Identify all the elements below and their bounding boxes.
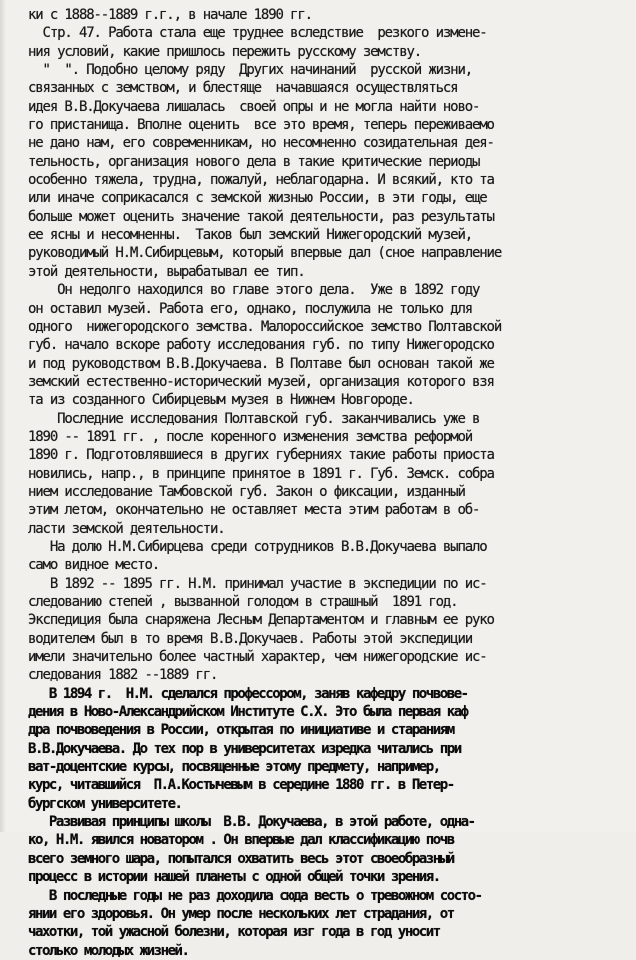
- text-line: особенно тяжела, трудна, пожалуй, неблагодарна. И всякий, кто та: [28, 172, 494, 189]
- text-line: нием исследование Тамбовской губ. Закон о фиксации, изданный: [28, 483, 465, 500]
- text-line: 1890 -- 1891 гг. , после коренного изменения земства реформой: [28, 428, 473, 445]
- text-line: ния условий, какие пришлось пережить русскому земству.: [28, 43, 422, 60]
- text-line: дения в Ново-Александрийском Институте С.Х. Это была первая каф: [28, 704, 468, 721]
- text-line: новились, напр., в принципе принятое в 1891 г. Губ. Земск. собра: [28, 465, 494, 482]
- text-line: Он недолго находился во главе этого дела. Уже в 1892 году: [28, 282, 480, 299]
- text-line: этой деятельности, вырабатывал ее тип.: [28, 263, 305, 280]
- text-line: бургском университете.: [28, 795, 182, 812]
- text-line: губ. начало вскоре работу исследования губ. по типу Нижегородско: [28, 337, 494, 354]
- text-line: он оставил музей. Работа его, однако, послужила не только для: [28, 300, 473, 317]
- text-line: следования 1882 --1889 гг.: [28, 667, 218, 684]
- text-line: столько молодых жизней.: [28, 942, 189, 959]
- text-line: Экспедиция была снаряжена Лесным Департаментом и главным ее руко: [28, 612, 494, 629]
- text-line: следованию степей , вызванной голодом в страшный 1891 год.: [28, 594, 458, 610]
- text-line: Последние исследования Полтавской губ. заканчивались уже в: [28, 410, 480, 427]
- text-line: имели значительно более частный характер, чем нижегородские ис-: [28, 649, 487, 666]
- text-block: [28, 6, 636, 960]
- text-line: ласти земской деятельности.: [28, 520, 225, 537]
- page-left-edge-shadow: [0, 0, 6, 832]
- text-line: само видное место.: [28, 557, 160, 574]
- text-line: В 1892 -- 1895 гг. Н.М. принимал участие в экспедиции по ис-: [28, 575, 487, 592]
- text-line: ко, Н.М. явился новатором . Он впервые дал классификацию почв: [28, 832, 454, 849]
- text-line: го пристанища. Вполне оценить все это время, теперь переживаемо: [28, 117, 494, 134]
- text-line: Развивая принципы школы В.В. Докучаева, в этой работе, одна-: [28, 814, 475, 831]
- text-line: ки с 1888--1889 г.г., в начале 1890 гг.: [28, 7, 312, 23]
- text-line: та из созданного Сибирцевым музея в Нижнем Новгороде.: [28, 392, 414, 409]
- text-line: дра почвоведения в России, открытая по инициативе и стараниям: [28, 722, 454, 739]
- text-line: связанных с земством, и блестяще начавшаяся осуществляться: [28, 80, 458, 97]
- text-line: тельность, организация нового дела в такие критические периоды: [28, 153, 480, 170]
- text-line: больше может оценить значение такой деятельности, раз результаты: [28, 208, 494, 225]
- text-line: водителем был в то время В.В.Докучаев. Работы этой экспедиции: [28, 630, 473, 647]
- text-line: этим летом, окончательно не оставляет места этим работам в об-: [28, 502, 480, 519]
- text-line: не дано нам, его современникам, но несомненно созидательная дея-: [28, 135, 494, 152]
- text-line: Стр. 47. Работа стала еще труднее вследствие резкого измене-: [28, 25, 487, 42]
- text-line: На долю Н.М.Сибирцева среди сотрудников В.В.Докучаева выпало: [28, 538, 487, 555]
- text-line: чахотки, той ужасной болезни, которая изг года в год уносит: [28, 924, 440, 941]
- text-line: руководимый Н.М.Сибирцевым, который впервые дал (сное направление: [28, 245, 502, 262]
- text-line: " ". Подобно целому ряду Других начинаний русской жизни,: [28, 62, 473, 79]
- text-line: всего земного шара, попытался охватить весь этот своеобразный: [28, 850, 454, 867]
- text-line: янии его здоровья. Он умер после нескольких лет страдания, от: [28, 905, 454, 922]
- text-line: процесс в истории нашей планеты с одной общей точки зрения.: [28, 869, 440, 886]
- text-line: идея В.В.Докучаева лишалась своей опры и не могла найти ново-: [28, 98, 480, 115]
- text-line: или иначе соприкасался с земской жизнью России, в эти годы, еще: [28, 190, 487, 207]
- text-line: и под руководством В.В.Докучаева. В Полтаве был основан такой же: [28, 355, 494, 372]
- text-line: В 1894 г. Н.М. сделался профессором, заняв кафедру почвове-: [28, 685, 468, 702]
- text-line: одного нижегородского земства. Малороссийское земство Полтавской: [28, 318, 502, 335]
- text-line: В последные годы не раз доходила сюда весть о тревожном состо-: [28, 887, 482, 904]
- text-line: В.В.Докучаева. До тех пор в университетах изредка читались при: [28, 740, 461, 757]
- text-line: ее ясны и несомненны. Таков был земский Нижегородский музей,: [28, 227, 473, 244]
- text-line: курс, читавшийся П.А.Костычевым в середине 1880 гг. в Петер-: [28, 777, 454, 794]
- text-line: ват-доцентские курсы, посвященные этому предмету, например,: [28, 759, 440, 776]
- text-line: земский естественно-исторический музей, организация которого взя: [28, 373, 494, 390]
- text-line: 1890 г. Подготовлявшиеся в других губерниях такие работы приоста: [28, 447, 494, 464]
